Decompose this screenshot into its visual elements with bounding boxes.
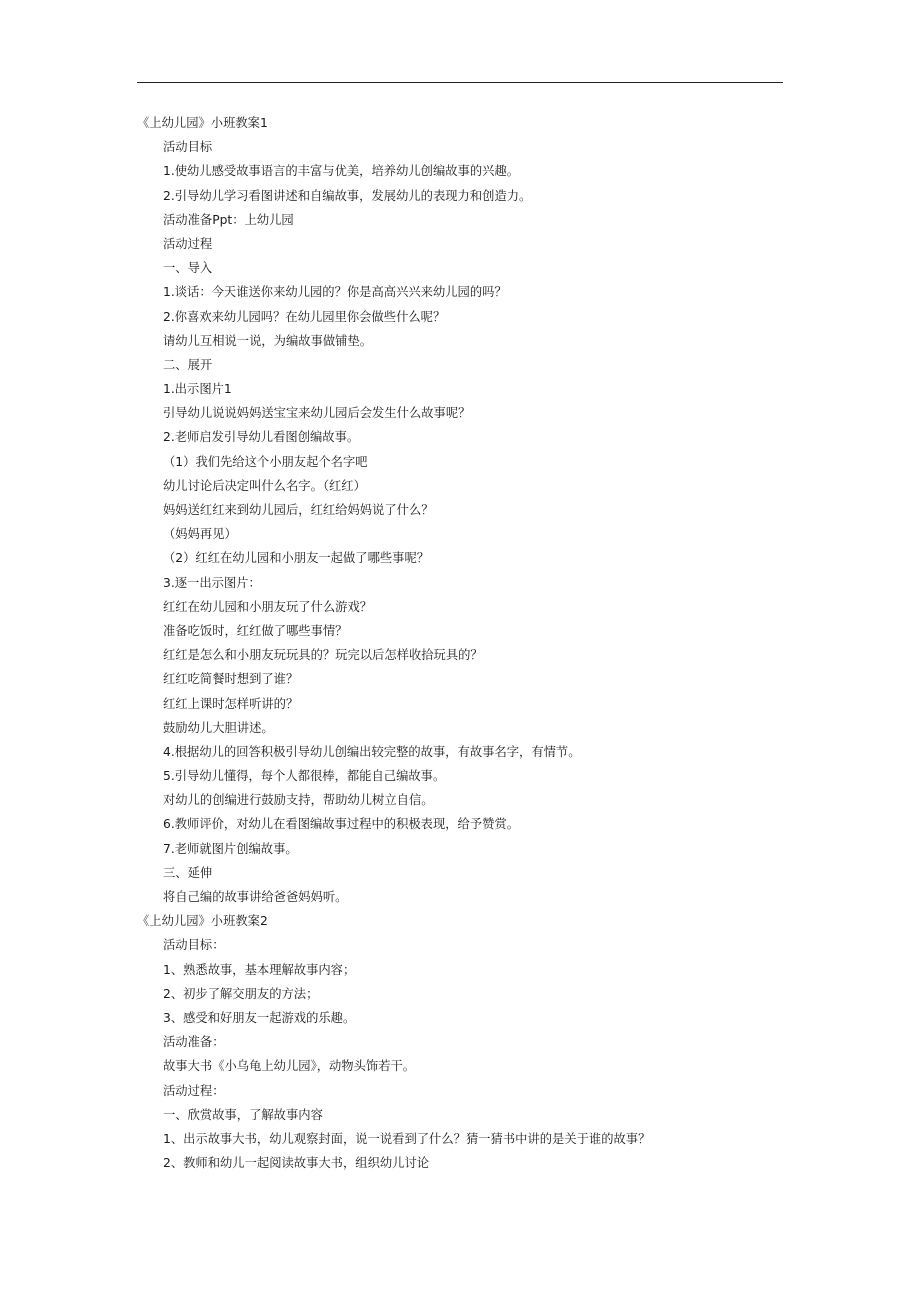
text-line: 3、感受和好朋友一起游戏的乐趣。 xyxy=(163,1010,356,1025)
text-line: 妈妈送红红来到幼儿园后，红红给妈妈说了什么？ xyxy=(163,503,434,517)
text-line: 一、欣赏故事，了解故事内容 xyxy=(163,1107,323,1122)
text-line: 2.老师启发引导幼儿看图创编故事。 xyxy=(163,430,360,445)
text-line: 红红吃简餐时想到了谁？ xyxy=(163,672,299,687)
text-line: 请幼儿互相说一说，为编故事做铺垫。 xyxy=(163,333,373,348)
text-line: 将自己编的故事讲给爸爸妈妈听。 xyxy=(163,890,348,904)
text-line: 鼓励幼儿大胆讲述。 xyxy=(163,720,274,735)
text-line: 7.老师就图片创编故事。 xyxy=(163,841,298,856)
text-line: （妈妈再见） xyxy=(163,527,237,542)
text-line: 红红上课时怎样听讲的？ xyxy=(163,696,299,711)
text-line: 红红是怎么和小朋友玩玩具的？玩完以后怎样收拾玩具的？ xyxy=(163,648,483,663)
text-line: 三、延伸 xyxy=(163,865,213,880)
lesson-plan-title: 《上幼儿园》小班教案2 xyxy=(137,914,268,929)
text-line: 1、出示故事大书，幼儿观察封面，说一说看到了什么？猜一猜书中讲的是关于谁的故事？ xyxy=(163,1131,651,1146)
text-line: 活动目标： xyxy=(163,938,225,953)
text-line: 3.逐一出示图片： xyxy=(163,575,261,590)
text-line: 对幼儿的创编进行鼓励支持，帮助幼儿树立自信。 xyxy=(163,793,434,808)
text-line: 活动准备： xyxy=(163,1035,225,1050)
text-line: 二、展开 xyxy=(163,357,213,372)
text-line: 红红在幼儿园和小朋友玩了什么游戏？ xyxy=(163,599,373,614)
text-line: 5.引导幼儿懂得，每个人都很棒，都能自己编故事。 xyxy=(163,769,446,784)
text-line: 1、熟悉故事，基本理解故事内容； xyxy=(163,962,356,977)
text-line: 2.你喜欢来幼儿园吗？在幼儿园里你会做些什么呢？ xyxy=(163,309,446,324)
lesson-plan-title: 《上幼儿园》小班教案1 xyxy=(137,116,268,130)
text-line: 2、教师和幼儿一起阅读故事大书，组织幼儿讨论 xyxy=(163,1156,430,1171)
text-line: 幼儿讨论后决定叫什么名字。（红红） xyxy=(163,478,366,493)
text-line: 4.根据幼儿的回答积极引导幼儿创编出较完整的故事，有故事名字，有情节。 xyxy=(163,744,581,759)
text-line: 1.使幼儿感受故事语言的丰富与优美，培养幼儿创编故事的兴趣。 xyxy=(163,164,520,179)
text-line: 6.教师评价，对幼儿在看图编故事过程中的积极表现，给予赞赏。 xyxy=(163,817,520,832)
header-rule xyxy=(137,82,783,83)
text-line: 活动目标 xyxy=(163,140,213,155)
text-line: 1.谈话：今天谁送你来幼儿园的？你是高高兴兴来幼儿园的吗？ xyxy=(163,285,507,300)
text-line: 活动过程： xyxy=(163,1083,225,1098)
text-line: 一、导入 xyxy=(163,261,213,276)
text-line: （2）红红在幼儿园和小朋友一起做了哪些事呢？ xyxy=(163,551,430,566)
text-line: 活动过程 xyxy=(163,236,213,251)
text-line: 准备吃饭时，红红做了哪些事情？ xyxy=(163,623,348,638)
text-line: 2、初步了解交朋友的方法； xyxy=(163,986,319,1001)
text-line: （1）我们先给这个小朋友起个名字吧 xyxy=(163,454,368,469)
text-line: 活动准备Ppt：上幼儿园 xyxy=(163,212,294,227)
text-line: 引导幼儿说说妈妈送宝宝来幼儿园后会发生什么故事呢？ xyxy=(163,406,471,421)
text-line: 1.出示图片1 xyxy=(163,382,232,397)
document-body xyxy=(137,111,787,1175)
text-line: 2.引导幼儿学习看图讲述和自编故事，发展幼儿的表现力和创造力。 xyxy=(163,188,532,203)
text-line: 故事大书《小乌龟上幼儿园》，动物头饰若干。 xyxy=(163,1059,416,1074)
